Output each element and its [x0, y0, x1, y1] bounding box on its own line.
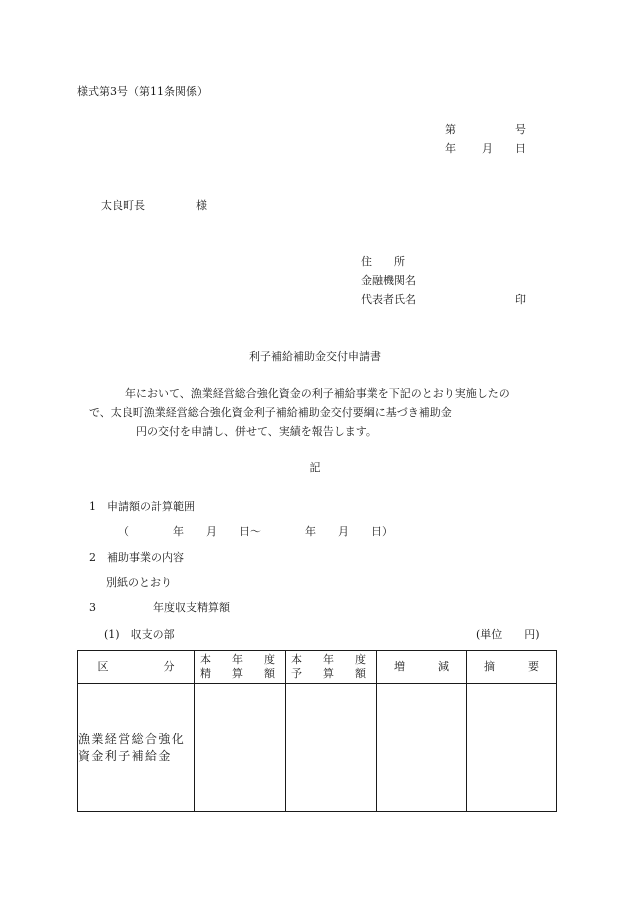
- item-2-label: 2 補助事業の内容: [89, 551, 184, 564]
- seal-label: 印: [515, 293, 526, 306]
- doc-number-suffix: 号: [515, 123, 526, 136]
- applicant-bank-label: 金融機関名: [361, 274, 416, 287]
- row-remarks-cell[interactable]: [467, 684, 557, 812]
- date-day-label: 日: [515, 142, 526, 155]
- table-row: [78, 684, 557, 812]
- table-header-row: [78, 651, 557, 684]
- addressee-honorific: 様: [196, 199, 207, 212]
- header-budget-line-2: 予 算 額: [291, 667, 371, 680]
- item-3-title: 年度収支精算額: [153, 601, 230, 614]
- date-month-label: 月: [482, 142, 493, 155]
- addressee-name: 太良町長: [101, 199, 145, 212]
- row-settled-cell[interactable]: [195, 684, 286, 812]
- unit-label: (単位 円): [476, 628, 540, 641]
- header-remarks: 摘 要: [467, 651, 557, 684]
- header-budget-line-1: 本 年 度: [291, 653, 371, 667]
- doc-number-label: 第: [445, 123, 456, 136]
- subsection-1-label: (1) 収支の部: [104, 628, 175, 641]
- row-label-line-1: 漁業経営総合強化: [78, 732, 186, 747]
- row-label-line-2: 資金利子補給金: [78, 748, 172, 763]
- header-category: 区 分: [78, 651, 195, 684]
- row-budget-cell[interactable]: [286, 684, 377, 812]
- header-change: 増 減: [377, 651, 467, 684]
- form-number: 様式第3号（第11条関係）: [77, 85, 208, 98]
- item-1-label: 1 申請額の計算範囲: [89, 500, 195, 513]
- date-year-label: 年: [445, 142, 456, 155]
- item-1-date-range: （ 年 月 日～ 年 月 日）: [118, 525, 393, 538]
- ki-heading: 記: [309, 461, 321, 474]
- item-2-content: 別紙のとおり: [106, 576, 172, 589]
- body-text-line-2: で、太良町漁業経営総合強化資金利子補給補助金交付要綱に基づき補助金: [89, 406, 452, 419]
- applicant-address-label: 住 所: [361, 255, 405, 268]
- applicant-representative-label: 代表者氏名: [361, 293, 416, 306]
- header-settled-line-2: 精 算 額: [200, 667, 280, 680]
- body-text-line-3: 円の交付を申請し、併せて、実績を報告します。: [136, 425, 377, 438]
- row-change-cell[interactable]: [377, 684, 467, 812]
- row-category-cell: [78, 684, 195, 812]
- income-expenditure-table: [77, 650, 557, 812]
- item-3-number: 3: [89, 601, 96, 614]
- header-settled-amount: [195, 651, 286, 684]
- body-text-line-1: 年において、漁業経営総合強化資金の利子補給事業を下記のとおり実施したの: [125, 387, 510, 400]
- header-settled-line-1: 本 年 度: [200, 653, 280, 667]
- document-title: 利子補給補助金交付申請書: [249, 350, 381, 363]
- header-budget-amount: [286, 651, 377, 684]
